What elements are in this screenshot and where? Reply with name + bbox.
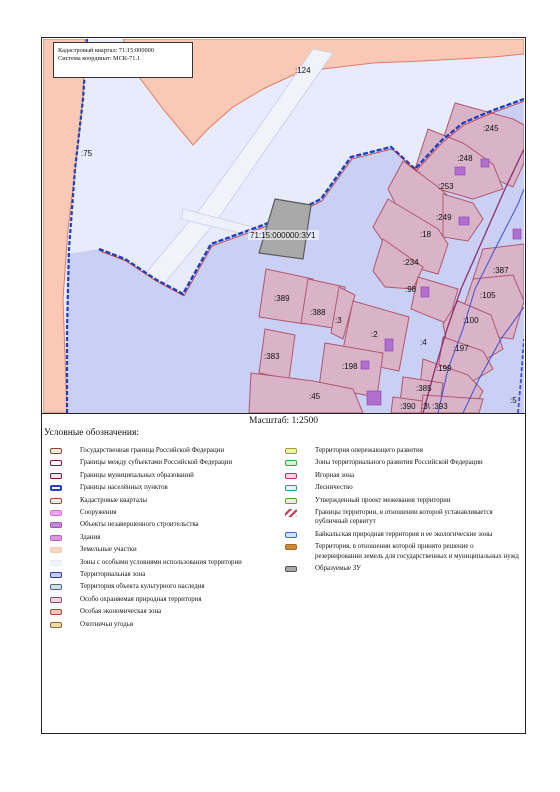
label-parcel-18: :18 xyxy=(420,230,432,239)
building-5 xyxy=(385,339,393,351)
legend-item xyxy=(50,558,265,567)
label-parcel-199: :199 xyxy=(436,364,452,373)
label-parcel-253: :253 xyxy=(438,182,454,191)
legend-label: Кадастровые кварталы xyxy=(80,496,148,504)
legend-swatch xyxy=(50,510,62,516)
legend-swatch xyxy=(285,566,297,572)
label-parcel-387: :387 xyxy=(493,266,509,275)
legend-label: Границы населённых пунктов xyxy=(80,484,168,492)
legend-swatch xyxy=(50,448,62,454)
legend-swatch xyxy=(285,485,297,491)
cadastral-map[interactable] xyxy=(43,39,524,413)
label-parcel-98: :98 xyxy=(405,285,417,294)
legend-item xyxy=(50,496,265,505)
legend-item xyxy=(285,496,521,505)
legend-label: Особая экономическая зона xyxy=(80,608,162,616)
legend-label: Сооружения xyxy=(80,509,117,517)
legend-swatch xyxy=(50,535,62,541)
legend-item xyxy=(285,530,521,539)
label-parcel-124: :124 xyxy=(295,66,311,75)
legend-label: Здания xyxy=(80,533,101,541)
legend-swatch xyxy=(285,473,297,479)
legend-item xyxy=(50,595,265,604)
legend-swatch xyxy=(285,509,297,517)
building-8 xyxy=(513,229,521,239)
legend-label: Зоны с особыми условиями использования территории xyxy=(80,558,242,566)
legend-swatch xyxy=(50,572,62,578)
legend-swatch xyxy=(285,498,297,504)
legend-item xyxy=(50,607,265,616)
legend-label: Границы муниципальных образований xyxy=(80,471,194,479)
legend-swatch xyxy=(50,473,62,479)
legend-item xyxy=(285,483,521,492)
label-parcel-393: :3\ :393 xyxy=(421,402,448,411)
label-parcel-100: :100 xyxy=(463,316,479,325)
label-parcel-249: :249 xyxy=(436,213,452,222)
legend-swatch xyxy=(50,522,62,528)
legend-swatch xyxy=(50,560,62,566)
legend-label: Лесничество xyxy=(315,484,353,492)
building-6 xyxy=(361,361,369,369)
label-parcel-75: :75 xyxy=(81,149,93,158)
map-canvas xyxy=(43,39,524,413)
legend-item xyxy=(50,458,265,467)
legend-swatch xyxy=(50,485,62,491)
legend-item xyxy=(50,508,265,517)
legend-label: Утвержденный проект межевания территории xyxy=(315,496,451,504)
building-4 xyxy=(421,287,429,297)
legend-label: Зоны территориального развития Российской Федерации xyxy=(315,459,483,467)
label-parcel-2: :2 xyxy=(371,330,378,339)
label-parcel-198: :198 xyxy=(342,362,358,371)
legend-item xyxy=(285,446,521,455)
label-parcel-385: :385 xyxy=(416,384,432,393)
legend-column-right xyxy=(285,446,521,576)
legend-item xyxy=(50,620,265,629)
label-parcel-197: :197 xyxy=(453,344,469,353)
legend-item xyxy=(50,545,265,554)
legend-item xyxy=(285,471,521,480)
legend-label: Земельные участки xyxy=(80,546,137,554)
label-parcel-248: :248 xyxy=(457,154,473,163)
legend-swatch xyxy=(50,547,62,553)
legend-swatch xyxy=(285,460,297,466)
building-3 xyxy=(459,217,469,225)
legend-item xyxy=(50,483,265,492)
legend-label: Игорная зона xyxy=(315,471,355,479)
label-parcel-390: :390 xyxy=(400,402,416,411)
legend-label: Территория опережающего развития xyxy=(315,447,423,454)
legend-swatch xyxy=(285,532,297,538)
legend-item xyxy=(285,458,521,467)
legend-label: Территория объекта культурного наследия xyxy=(80,583,205,591)
legend-label: Государственная граница Российской Федерации xyxy=(80,447,225,454)
label-parcel-234: :234 xyxy=(403,258,419,267)
legend-item xyxy=(285,564,521,573)
legend-swatch xyxy=(50,584,62,590)
legend-item xyxy=(285,508,521,527)
legend-swatch xyxy=(50,498,62,504)
legend-item xyxy=(50,520,265,529)
map-sheet-frame xyxy=(41,37,526,734)
coordinate-system-text: Система координат: МСК-71.1 xyxy=(58,55,141,63)
legend-item xyxy=(50,446,265,455)
legend-label: Территория, в отношении которой принято решение о резервировании земель для государственных и муниципальных нужд xyxy=(315,543,519,560)
legend-item xyxy=(50,533,265,542)
legend-title: Условные обозначения: xyxy=(44,428,140,438)
legend-label: Границы территории, в отношении которой устанавливается публичный сервитут xyxy=(315,509,493,526)
cadastral-info-box xyxy=(53,42,193,78)
label-parcel-4: :4 xyxy=(420,338,427,347)
label-parcel-5: :5 xyxy=(510,396,517,405)
legend-label: Границы между субъектами Российской Федерации xyxy=(80,459,233,467)
label-parcel-245: :245 xyxy=(483,124,499,133)
label-formed-parcel: 71:15:000000:ЗУ1 xyxy=(250,231,316,240)
building-2 xyxy=(455,167,465,175)
legend-item xyxy=(50,471,265,480)
label-parcel-383: :383 xyxy=(264,352,280,361)
building-7 xyxy=(367,391,381,405)
scale-label: Масштаб: 1:2500 xyxy=(249,416,318,426)
label-parcel-388: :388 xyxy=(310,308,326,317)
legend-item xyxy=(50,570,265,579)
label-parcel-105: :105 xyxy=(480,291,496,300)
legend-label: Особо охраняемая природная территория xyxy=(80,595,202,603)
cadastral-quarter-text: Кадастровый квартал: 71:15:000000 xyxy=(58,47,154,54)
legend-label: Объекты незавершенного строительства xyxy=(80,521,199,529)
legend-swatch xyxy=(285,448,297,454)
map-divider xyxy=(42,413,525,414)
legend-label: Охотничьи угодья xyxy=(80,620,134,628)
label-parcel-389: :389 xyxy=(274,294,290,303)
legend-item xyxy=(50,582,265,591)
legend-column-left xyxy=(50,446,265,632)
legend-swatch xyxy=(50,609,62,615)
legend-label: Байкальская природная территория и ее экологические зоны xyxy=(315,530,493,538)
legend-swatch xyxy=(50,597,62,603)
legend-swatch xyxy=(285,544,297,550)
label-parcel-45: :45 xyxy=(309,392,321,401)
legend-swatch xyxy=(50,460,62,466)
legend-item xyxy=(285,542,521,561)
label-parcel-3: :3 xyxy=(335,316,342,325)
legend-label: Территориальная зона xyxy=(80,571,146,579)
legend-swatch xyxy=(50,622,62,628)
building-1 xyxy=(481,159,489,167)
legend-label: Образуемые ЗУ xyxy=(315,565,361,573)
